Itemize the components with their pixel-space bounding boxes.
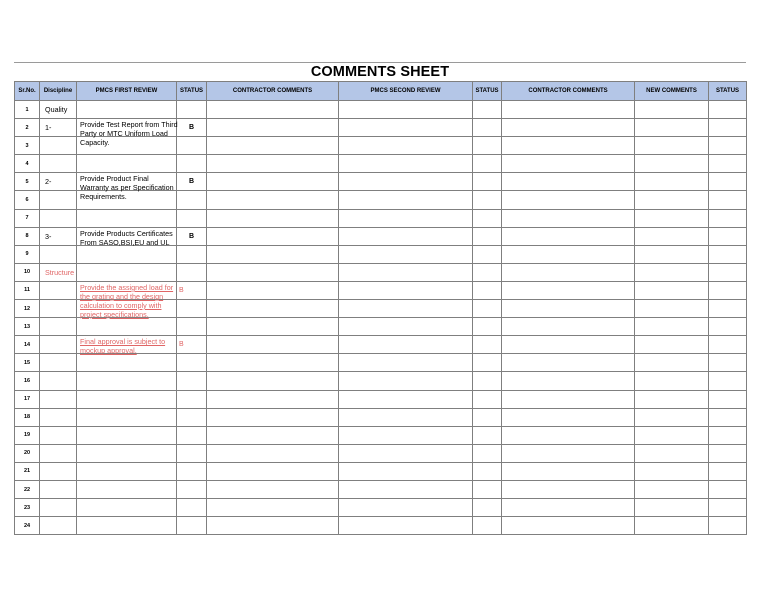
status-cell[interactable]: [177, 426, 207, 444]
status-text: B: [179, 286, 184, 294]
contractor-comments-cell[interactable]: [207, 372, 339, 390]
new-comments-cell[interactable]: [635, 480, 709, 498]
new-comments-cell[interactable]: [635, 462, 709, 480]
status-2-cell[interactable]: [473, 173, 502, 191]
discipline-cell[interactable]: [40, 372, 77, 390]
second-review-cell[interactable]: [339, 426, 473, 444]
first-review-text: Provide Product Final Warranty as per Specification Requirements.: [80, 174, 174, 202]
contractor-comments-cell[interactable]: [207, 318, 339, 336]
discipline-cell[interactable]: [40, 300, 77, 318]
discipline-cell[interactable]: [40, 227, 77, 245]
status-3-cell[interactable]: [709, 281, 747, 299]
sr-cell[interactable]: 15: [15, 354, 40, 372]
contractor-comments-2-cell[interactable]: [502, 191, 635, 209]
status-2-cell[interactable]: [473, 480, 502, 498]
status-cell[interactable]: [177, 300, 207, 318]
sr-cell[interactable]: 6: [15, 191, 40, 209]
sr-cell[interactable]: 16: [15, 372, 40, 390]
new-comments-cell[interactable]: [635, 173, 709, 191]
second-review-cell[interactable]: [339, 318, 473, 336]
sr-cell[interactable]: 3: [15, 137, 40, 155]
contractor-comments-cell[interactable]: [207, 137, 339, 155]
status-2-cell[interactable]: [473, 245, 502, 263]
first-review-text: Provide the assigned load for the grating and the design calculation to comply with project specifications.: [80, 282, 174, 319]
table-row: [15, 101, 747, 119]
contractor-comments-2-cell[interactable]: [502, 281, 635, 299]
contractor-comments-cell[interactable]: [207, 119, 339, 137]
first-review-cell[interactable]: [77, 408, 177, 426]
col-discipline: Discipline: [40, 82, 77, 101]
contractor-comments-cell[interactable]: [207, 101, 339, 119]
status-cell[interactable]: [177, 263, 207, 281]
status-cell[interactable]: [177, 101, 207, 119]
status-text: B: [188, 178, 195, 186]
table-row: [15, 499, 747, 517]
contractor-comments-2-cell[interactable]: [502, 227, 635, 245]
contractor-comments-2-cell[interactable]: [502, 408, 635, 426]
second-review-cell[interactable]: [339, 462, 473, 480]
contractor-comments-cell[interactable]: [207, 209, 339, 227]
sr-cell[interactable]: 5: [15, 173, 40, 191]
contractor-comments-cell[interactable]: [207, 517, 339, 535]
status-cell[interactable]: [177, 191, 207, 209]
contractor-comments-cell[interactable]: [207, 173, 339, 191]
new-comments-cell[interactable]: [635, 209, 709, 227]
first-review-cell[interactable]: [77, 263, 177, 281]
contractor-comments-2-cell[interactable]: [502, 318, 635, 336]
status-2-cell[interactable]: [473, 336, 502, 354]
first-review-cell[interactable]: [77, 227, 177, 245]
discipline-cell[interactable]: [40, 245, 77, 263]
sr-cell[interactable]: 24: [15, 517, 40, 535]
table-row: [15, 480, 747, 498]
status-2-cell[interactable]: [473, 390, 502, 408]
status-3-cell[interactable]: [709, 480, 747, 498]
second-review-cell[interactable]: [339, 245, 473, 263]
first-review-cell[interactable]: [77, 119, 178, 148]
discipline-cell[interactable]: [40, 462, 77, 480]
status-2-cell[interactable]: [473, 318, 502, 336]
status-3-cell[interactable]: [709, 372, 747, 390]
status-3-cell[interactable]: [709, 227, 747, 245]
sr-cell[interactable]: 13: [15, 318, 40, 336]
sr-cell[interactable]: 18: [15, 408, 40, 426]
first-review-cell[interactable]: [77, 318, 177, 336]
table-row: [15, 245, 747, 263]
contractor-comments-2-cell[interactable]: [502, 137, 635, 155]
sr-cell[interactable]: 8: [15, 227, 40, 245]
contractor-comments-2-cell[interactable]: [502, 354, 635, 372]
contractor-comments-2-cell[interactable]: [502, 444, 635, 462]
first-review-cell[interactable]: [77, 390, 177, 408]
discipline-cell[interactable]: [40, 137, 77, 155]
new-comments-cell[interactable]: [635, 300, 709, 318]
second-review-cell[interactable]: [339, 300, 473, 318]
status-cell[interactable]: [177, 462, 207, 480]
first-review-cell[interactable]: [77, 336, 177, 354]
contractor-comments-2-cell[interactable]: [502, 336, 635, 354]
first-review-cell[interactable]: [77, 517, 177, 535]
second-review-cell[interactable]: [339, 390, 473, 408]
status-2-cell[interactable]: [473, 101, 502, 119]
col-pmcs-second-review: PMCS SECOND REVIEW: [339, 82, 473, 101]
status-text: B: [179, 341, 184, 349]
table-row: [15, 426, 747, 444]
contractor-comments-2-cell[interactable]: [502, 245, 635, 263]
sr-cell[interactable]: 17: [15, 390, 40, 408]
status-cell[interactable]: [177, 517, 207, 535]
contractor-comments-2-cell[interactable]: [502, 155, 635, 173]
first-review-cell[interactable]: [77, 444, 177, 462]
table-row: [15, 227, 747, 245]
contractor-comments-2-cell[interactable]: [502, 517, 635, 535]
contractor-comments-cell[interactable]: [207, 263, 339, 281]
status-3-cell[interactable]: [709, 517, 747, 535]
table-row: [15, 336, 747, 354]
first-review-cell[interactable]: [77, 372, 177, 390]
discipline-text: 2-: [45, 177, 52, 187]
contractor-comments-cell[interactable]: [207, 426, 339, 444]
first-review-cell[interactable]: [77, 462, 177, 480]
first-review-cell[interactable]: [77, 426, 177, 444]
contractor-comments-2-cell[interactable]: [502, 390, 635, 408]
status-3-cell[interactable]: [709, 101, 747, 119]
header-row: [15, 82, 747, 101]
contractor-comments-2-cell[interactable]: [502, 300, 635, 318]
status-2-cell[interactable]: [473, 300, 502, 318]
second-review-cell[interactable]: [339, 173, 473, 191]
contractor-comments-cell[interactable]: [207, 462, 339, 480]
status-3-cell[interactable]: [709, 462, 747, 480]
sr-cell[interactable]: 22: [15, 480, 40, 498]
second-review-cell[interactable]: [339, 191, 473, 209]
new-comments-cell[interactable]: [635, 499, 709, 517]
comments-table: [14, 81, 747, 535]
contractor-comments-cell[interactable]: [207, 300, 339, 318]
new-comments-cell[interactable]: [635, 281, 709, 299]
status-3-cell[interactable]: [709, 191, 747, 209]
status-cell[interactable]: [177, 408, 207, 426]
first-review-cell[interactable]: [77, 281, 177, 319]
new-comments-cell[interactable]: [635, 444, 709, 462]
new-comments-cell[interactable]: [635, 517, 709, 535]
first-review-cell[interactable]: [77, 499, 177, 517]
status-3-cell[interactable]: [709, 155, 747, 173]
contractor-comments-cell[interactable]: [207, 354, 339, 372]
new-comments-cell[interactable]: [635, 408, 709, 426]
sr-cell[interactable]: 10: [15, 263, 40, 281]
second-review-cell[interactable]: [339, 336, 473, 354]
status-3-cell[interactable]: [709, 444, 747, 462]
new-comments-cell[interactable]: [635, 227, 709, 245]
first-review-cell[interactable]: [77, 209, 177, 227]
sr-cell[interactable]: 12: [15, 300, 40, 318]
contractor-comments-cell[interactable]: [207, 390, 339, 408]
sr-cell[interactable]: 19: [15, 426, 40, 444]
sr-cell[interactable]: 4: [15, 155, 40, 173]
discipline-cell[interactable]: [40, 281, 77, 299]
status-cell[interactable]: [177, 318, 207, 336]
col-contractor-comments-2: CONTRACTOR COMMENTS: [502, 82, 635, 101]
sheet-title: COMMENTS SHEET: [310, 64, 450, 80]
status-cell[interactable]: [177, 245, 207, 263]
status-cell[interactable]: [177, 119, 207, 137]
discipline-cell[interactable]: [40, 354, 77, 372]
col-sr-no: Sr.No.: [15, 82, 40, 101]
sr-cell[interactable]: 7: [15, 209, 40, 227]
status-2-cell[interactable]: [473, 191, 502, 209]
new-comments-cell[interactable]: [635, 137, 709, 155]
discipline-cell[interactable]: [40, 101, 77, 119]
status-text: B: [188, 124, 195, 132]
table-row: [15, 444, 747, 462]
table-row: [15, 209, 747, 227]
sr-cell[interactable]: 11: [15, 281, 40, 299]
status-2-cell[interactable]: [473, 517, 502, 535]
table-row: [15, 517, 747, 535]
contractor-comments-2-cell[interactable]: [502, 119, 635, 137]
status-2-cell[interactable]: [473, 227, 502, 245]
discipline-text: Quality: [45, 105, 68, 115]
status-cell[interactable]: [177, 390, 207, 408]
table-row: [15, 119, 747, 137]
second-review-cell[interactable]: [339, 444, 473, 462]
first-review-cell[interactable]: [77, 173, 177, 202]
status-cell[interactable]: [177, 209, 207, 227]
contractor-comments-cell[interactable]: [207, 444, 339, 462]
col-status-2: STATUS: [473, 82, 502, 101]
new-comments-cell[interactable]: [635, 155, 709, 173]
discipline-cell[interactable]: [40, 209, 77, 227]
first-review-text: Provide Test Report from Third Party or MTC Uniform Load Capacity.: [80, 120, 178, 148]
discipline-text: Structure: [45, 267, 75, 277]
sr-cell[interactable]: 9: [15, 245, 40, 263]
status-3-cell[interactable]: [709, 137, 747, 155]
contractor-comments-cell[interactable]: [207, 281, 339, 299]
discipline-cell[interactable]: [40, 155, 77, 173]
contractor-comments-cell[interactable]: [207, 499, 339, 517]
sr-cell[interactable]: 21: [15, 462, 40, 480]
second-review-cell[interactable]: [339, 517, 473, 535]
second-review-cell[interactable]: [339, 119, 473, 137]
contractor-comments-2-cell[interactable]: [502, 426, 635, 444]
sr-cell[interactable]: 20: [15, 444, 40, 462]
table-row: [15, 173, 747, 191]
second-review-cell[interactable]: [339, 499, 473, 517]
col-status-3: STATUS: [709, 82, 747, 101]
status-text: B: [188, 232, 195, 240]
first-review-text: Provide Products Certificates From SASO,BSI,EU and UL: [80, 228, 173, 247]
second-review-cell[interactable]: [339, 137, 473, 155]
second-review-cell[interactable]: [339, 263, 473, 281]
discipline-text: 3-: [45, 231, 52, 241]
status-cell[interactable]: [177, 336, 207, 354]
new-comments-cell[interactable]: [635, 354, 709, 372]
discipline-cell[interactable]: [40, 191, 77, 209]
discipline-cell[interactable]: [40, 408, 77, 426]
status-3-cell[interactable]: [709, 408, 747, 426]
contractor-comments-cell[interactable]: [207, 408, 339, 426]
new-comments-cell[interactable]: [635, 101, 709, 119]
status-cell[interactable]: [177, 480, 207, 498]
discipline-cell[interactable]: [40, 318, 77, 336]
status-3-cell[interactable]: [709, 300, 747, 318]
second-review-cell[interactable]: [339, 281, 473, 299]
first-review-cell[interactable]: [77, 155, 177, 173]
table-row: [15, 372, 747, 390]
status-2-cell[interactable]: [473, 444, 502, 462]
status-2-cell[interactable]: [473, 426, 502, 444]
table-row: [15, 462, 747, 480]
status-2-cell[interactable]: [473, 354, 502, 372]
new-comments-cell[interactable]: [635, 245, 709, 263]
table-row: [15, 281, 747, 299]
discipline-cell[interactable]: [40, 173, 77, 191]
sr-cell[interactable]: 14: [15, 336, 40, 354]
status-cell[interactable]: [177, 173, 207, 191]
second-review-cell[interactable]: [339, 101, 473, 119]
status-cell[interactable]: [177, 372, 207, 390]
second-review-cell[interactable]: [339, 372, 473, 390]
status-2-cell[interactable]: [473, 137, 502, 155]
table-row: [15, 390, 747, 408]
contractor-comments-2-cell[interactable]: [502, 499, 635, 517]
first-review-cell[interactable]: [77, 354, 177, 372]
contractor-comments-2-cell[interactable]: [502, 173, 635, 191]
status-2-cell[interactable]: [473, 408, 502, 426]
contractor-comments-cell[interactable]: [207, 245, 339, 263]
discipline-cell[interactable]: [40, 336, 77, 354]
new-comments-cell[interactable]: [635, 263, 709, 281]
status-2-cell[interactable]: [473, 462, 502, 480]
status-3-cell[interactable]: [709, 209, 747, 227]
status-cell[interactable]: [177, 444, 207, 462]
second-review-cell[interactable]: [339, 227, 473, 245]
status-cell[interactable]: [177, 499, 207, 517]
discipline-text: 1-: [45, 123, 52, 133]
discipline-cell[interactable]: [40, 263, 77, 281]
contractor-comments-cell[interactable]: [207, 155, 339, 173]
status-3-cell[interactable]: [709, 354, 747, 372]
contractor-comments-cell[interactable]: [207, 480, 339, 498]
contractor-comments-2-cell[interactable]: [502, 101, 635, 119]
new-comments-cell[interactable]: [635, 390, 709, 408]
contractor-comments-2-cell[interactable]: [502, 372, 635, 390]
status-3-cell[interactable]: [709, 119, 747, 137]
discipline-cell[interactable]: [40, 426, 77, 444]
status-3-cell[interactable]: [709, 426, 747, 444]
col-contractor-comments-1: CONTRACTOR COMMENTS: [207, 82, 339, 101]
first-review-text: Final approval is subject to mockup approval.: [80, 337, 166, 356]
first-review-cell[interactable]: [77, 480, 177, 498]
first-review-cell[interactable]: [77, 245, 177, 263]
contractor-comments-2-cell[interactable]: [502, 263, 635, 281]
second-review-cell[interactable]: [339, 480, 473, 498]
status-3-cell[interactable]: [709, 245, 747, 263]
contractor-comments-cell[interactable]: [207, 227, 339, 245]
contractor-comments-2-cell[interactable]: [502, 480, 635, 498]
contractor-comments-2-cell[interactable]: [502, 462, 635, 480]
status-2-cell[interactable]: [473, 119, 502, 137]
status-cell[interactable]: [177, 137, 207, 155]
second-review-cell[interactable]: [339, 155, 473, 173]
status-cell[interactable]: [177, 354, 207, 372]
new-comments-cell[interactable]: [635, 191, 709, 209]
sr-cell[interactable]: 2: [15, 119, 40, 137]
status-3-cell[interactable]: [709, 499, 747, 517]
second-review-cell[interactable]: [339, 354, 473, 372]
new-comments-cell[interactable]: [635, 372, 709, 390]
status-cell[interactable]: [177, 155, 207, 173]
status-2-cell[interactable]: [473, 499, 502, 517]
status-3-cell[interactable]: [709, 318, 747, 336]
status-2-cell[interactable]: [473, 281, 502, 299]
status-2-cell[interactable]: [473, 263, 502, 281]
col-new-comments: NEW COMMENTS: [635, 82, 709, 101]
status-3-cell[interactable]: [709, 390, 747, 408]
new-comments-cell[interactable]: [635, 426, 709, 444]
status-2-cell[interactable]: [473, 372, 502, 390]
status-cell[interactable]: [177, 281, 207, 299]
status-2-cell[interactable]: [473, 209, 502, 227]
contractor-comments-cell[interactable]: [207, 336, 339, 354]
status-3-cell[interactable]: [709, 336, 747, 354]
discipline-cell[interactable]: [40, 119, 77, 137]
first-review-cell[interactable]: [77, 101, 177, 119]
discipline-cell[interactable]: [40, 480, 77, 498]
sr-cell[interactable]: 23: [15, 499, 40, 517]
table-row: [15, 408, 747, 426]
col-status-1: STATUS: [177, 82, 207, 101]
new-comments-cell[interactable]: [635, 318, 709, 336]
title-row: [14, 62, 746, 82]
discipline-cell[interactable]: [40, 499, 77, 517]
col-pmcs-first-review: PMCS FIRST REVIEW: [77, 82, 177, 101]
second-review-cell[interactable]: [339, 408, 473, 426]
contractor-comments-2-cell[interactable]: [502, 209, 635, 227]
table-row: [15, 318, 747, 336]
status-3-cell[interactable]: [709, 173, 747, 191]
table-row: [15, 354, 747, 372]
status-3-cell[interactable]: [709, 263, 747, 281]
contractor-comments-cell[interactable]: [207, 191, 339, 209]
discipline-cell[interactable]: [40, 444, 77, 462]
second-review-cell[interactable]: [339, 209, 473, 227]
discipline-cell[interactable]: [40, 517, 77, 535]
new-comments-cell[interactable]: [635, 336, 709, 354]
status-2-cell[interactable]: [473, 155, 502, 173]
table-row: [15, 263, 747, 281]
status-cell[interactable]: [177, 227, 207, 245]
discipline-cell[interactable]: [40, 390, 77, 408]
sr-cell[interactable]: 1: [15, 101, 40, 119]
new-comments-cell[interactable]: [635, 119, 709, 137]
table-row: [15, 155, 747, 173]
